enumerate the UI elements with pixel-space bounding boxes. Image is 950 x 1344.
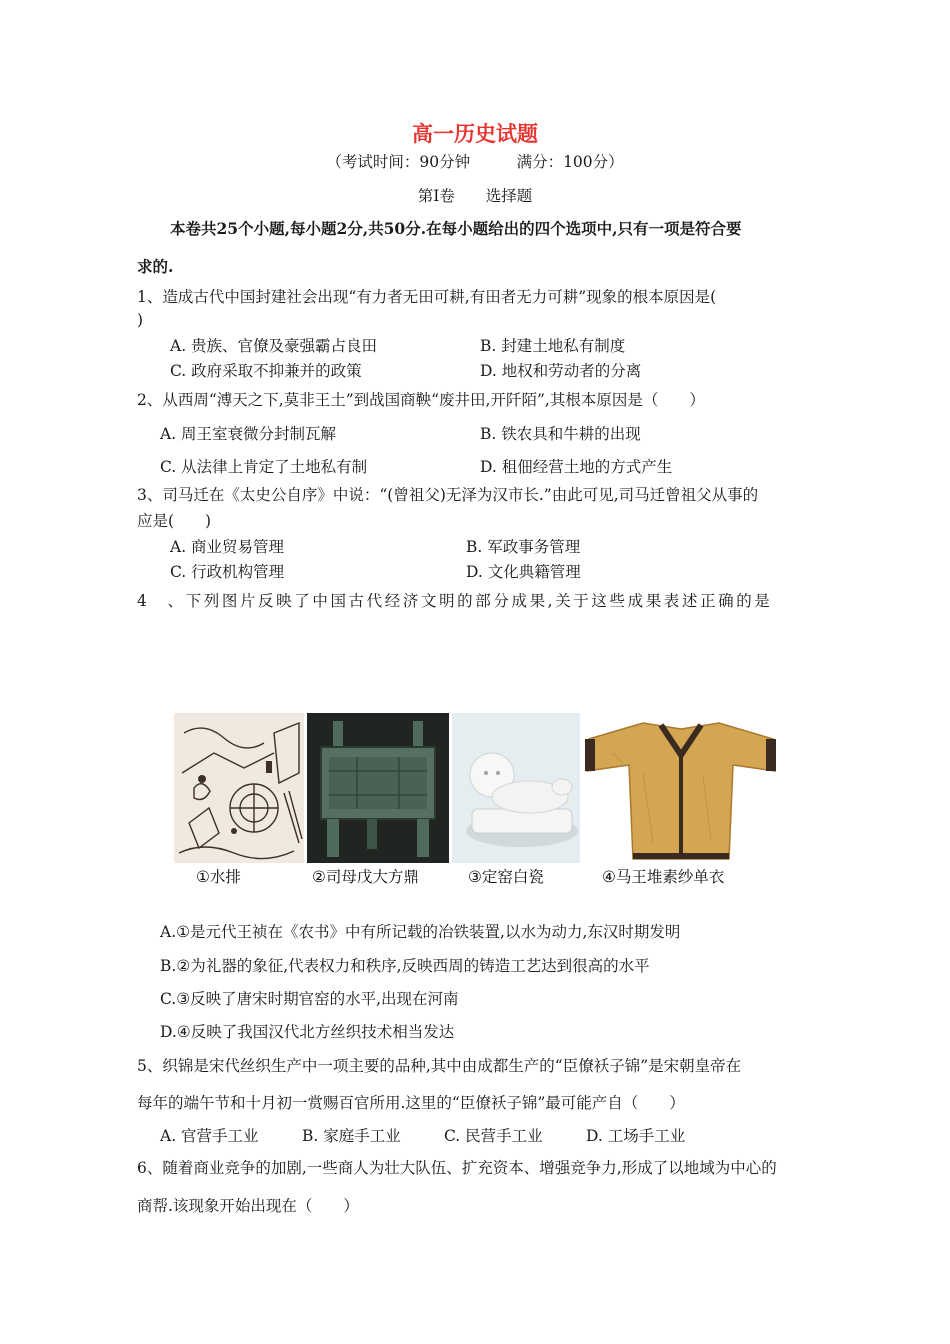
q1-stem-cont: ) [137, 311, 144, 329]
q4-option-b: B.②为礼器的象征,代表权力和秩序,反映西周的铸造工艺达到很高的水平 [160, 957, 650, 975]
bronze-ding-image [307, 713, 449, 863]
artifact-image-strip [174, 713, 778, 863]
q3-stem: 3、司马迁在《太史公自序》中说：“(曾祖父)无泽为汉市长.”由此可见,司马迁曾祖父从事的 [137, 486, 759, 504]
q4-option-a: A.①是元代王祯在《农书》中有所记载的冶铁装置,以水为动力,东汉时期发明 [160, 923, 681, 941]
caption-1: ①水排 [196, 868, 241, 886]
q6-stem: 6、随着商业竞争的加剧,一些商人为壮大队伍、扩充资本、增强竞争力,形成了以地域为中心的 [137, 1159, 777, 1177]
q1-option-b: B. 封建土地私有制度 [480, 337, 626, 355]
caption-2: ②司母戊大方鼎 [312, 868, 419, 886]
caption-4: ④马王堆素纱单衣 [602, 868, 725, 886]
q2-stem: 2、从西周“溥天之下,莫非王土”到战国商鞅“废井田,开阡陌”,其根本原因是（ ） [137, 391, 705, 409]
exam-info: （考试时间：90分钟 满分：100分） [326, 153, 624, 171]
q1-option-a: A. 贵族、官僚及豪强霸占良田 [170, 337, 378, 355]
q3-stem-cont: 应是( ) [137, 512, 212, 530]
q5-option-a: A. 官营手工业 [160, 1127, 259, 1145]
q4-option-c: C.③反映了唐宋时期官窑的水平,出现在河南 [160, 990, 459, 1008]
q3-option-c: C. 行政机构管理 [170, 563, 285, 581]
q3-option-b: B. 军政事务管理 [466, 538, 581, 556]
q1-option-d: D. 地权和劳动者的分离 [480, 362, 642, 380]
silk-robe-image [583, 713, 778, 863]
q3-option-d: D. 文化典籍管理 [466, 563, 581, 581]
q2-option-a: A. 周王室衰微分封制瓦解 [160, 425, 337, 443]
q5-option-d: D. 工场手工业 [586, 1127, 686, 1145]
white-porcelain-image [452, 713, 580, 863]
q6-stem-cont: 商帮.该现象开始出现在（ ） [137, 1197, 359, 1215]
q4-stem: 4 、下列图片反映了中国古代经济文明的部分成果,关于这些成果表述正确的是 [137, 592, 773, 610]
caption-3: ③定窑白瓷 [468, 868, 544, 886]
q3-option-a: A. 商业贸易管理 [170, 538, 285, 556]
q2-option-b: B. 铁农具和牛耕的出现 [480, 425, 641, 443]
q4-option-d: D.④反映了我国汉代北方丝织技术相当发达 [160, 1023, 455, 1041]
q5-option-c: C. 民营手工业 [444, 1127, 543, 1145]
q1-stem: 1、造成古代中国封建社会出现“有力者无田可耕,有田者无力可耕”现象的根本原因是( [137, 288, 717, 306]
section-heading: 第Ⅰ卷 选择题 [417, 187, 533, 205]
page-title: 高一历史试题 [412, 122, 538, 146]
instructions-line-1: 本卷共25个小题,每小题2分,共50分.在每小题给出的四个选项中,只有一项是符合要 [170, 219, 742, 238]
q2-option-c: C. 从法律上肯定了土地私有制 [160, 458, 368, 476]
q2-option-d: D. 租佃经营土地的方式产生 [480, 458, 673, 476]
q5-stem: 5、织锦是宋代丝织生产中一项主要的品种,其中由成都生产的“臣僚袄子锦”是宋朝皇帝在 [137, 1057, 742, 1075]
q5-stem-cont: 每年的端午节和十月初一赏赐百官所用.这里的“臣僚袄子锦”最可能产自（ ） [137, 1094, 685, 1112]
q1-option-c: C. 政府采取不抑兼并的政策 [170, 362, 362, 380]
water-bellows-image [174, 713, 304, 863]
instructions-line-2: 求的. [137, 257, 174, 276]
q5-option-b: B. 家庭手工业 [302, 1127, 401, 1145]
